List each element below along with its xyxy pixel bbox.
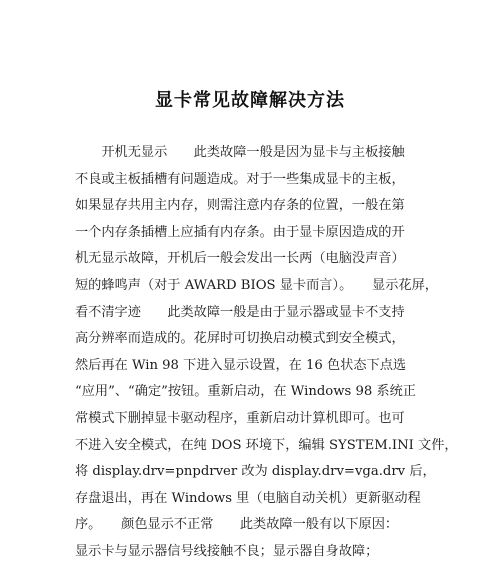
document-title: 显卡常见故障解决方法: [155, 90, 345, 111]
body-line: 不进入安全模式，在纯 DOS 环境下，编辑 SYSTEM.INI 文件，: [75, 437, 458, 453]
body-line: 不良或主板插槽有问题造成。对于一些集成显卡的主板，: [75, 171, 405, 187]
body-line: 然后再在 Win 98 下进入显示设置，在 16 色状态下点选: [75, 357, 407, 373]
body-line: 看不清字迹 此类故障一般是由于显示器或显卡不支持: [75, 304, 405, 320]
body-line: 开机无显示 此类故障一般是因为显卡与主板接触: [75, 145, 405, 160]
body-line: 机无显示故障，开机后一般会发出一长两（电脑没声音）: [75, 251, 405, 267]
body-line: 存盘退出，再在 Windows 里（电脑自动关机）更新驱动程: [75, 490, 421, 506]
body-line: 序。 颜色显示不正常 此类故障一般有以下原因：: [75, 517, 399, 533]
body-line: “应用”、“确定”按钮。重新启动，在 Windows 98 系统正: [75, 384, 416, 400]
body-line: 将 display.drv=pnpdrver 改为 display.drv=vga.drv 后，: [75, 464, 436, 480]
body-line: 常模式下删掉显卡驱动程序，重新启动计算机即可。也可: [75, 410, 405, 426]
body-line: 短的蜂鸣声（对于 AWARD BIOS 显卡而言）。 显示花屏，: [75, 277, 438, 293]
document-body: [75, 140, 458, 566]
body-line: 显示卡与显示器信号线接触不良；显示器自身故障；: [75, 543, 379, 559]
body-line: 高分辨率而造成的。花屏时可切换启动模式到安全模式，: [75, 331, 405, 347]
body-line: 一个内存条插槽上应插有内存条。由于显卡原因造成的开: [75, 224, 405, 240]
body-line: 如果显存共用主内存，则需注意内存条的位置，一般在第: [75, 198, 405, 214]
